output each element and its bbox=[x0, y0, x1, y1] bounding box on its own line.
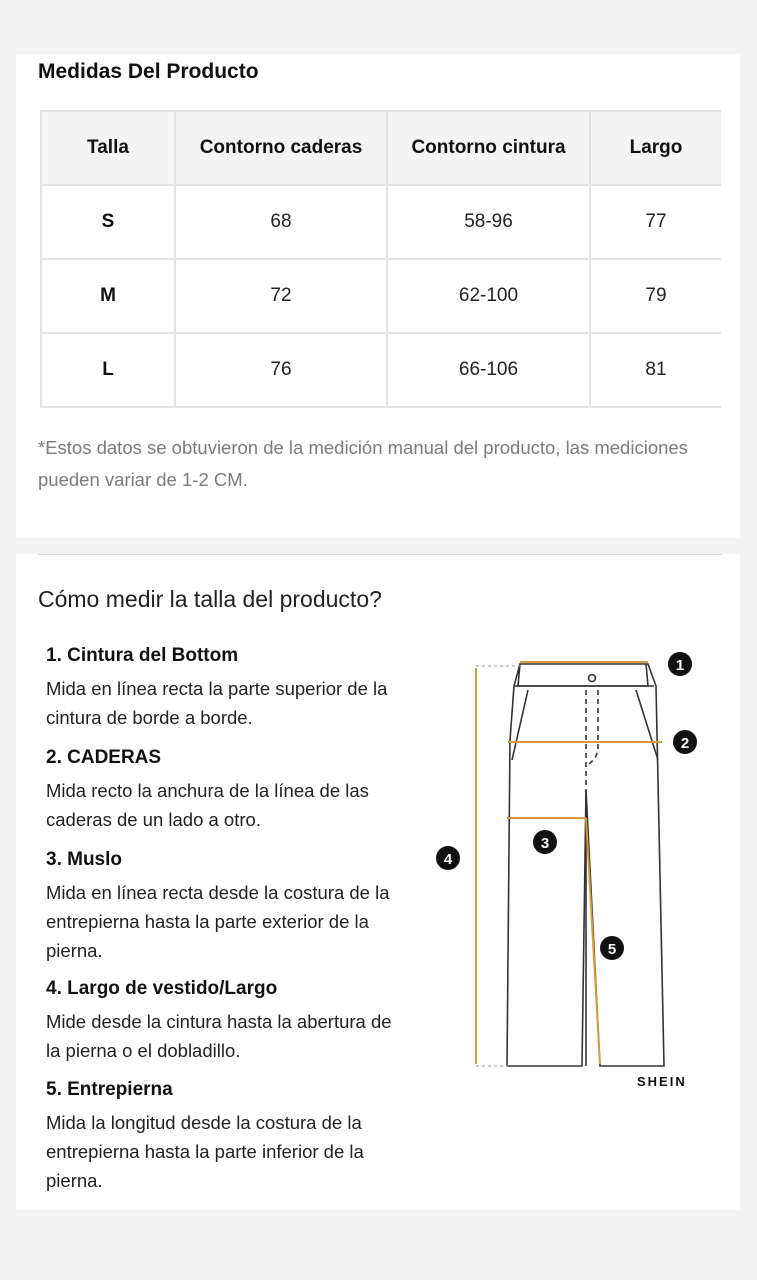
step-item bbox=[46, 1076, 406, 1195]
marker-label: 1 bbox=[675, 657, 685, 674]
size-cell: M bbox=[41, 259, 175, 333]
table-cell: 77 bbox=[590, 185, 721, 259]
measurement-note: *Estos datos se obtuvieron de la medición manual del producto, las mediciones pueden variar de 1-2 CM. bbox=[38, 437, 688, 490]
brand-logo: SHEIN bbox=[637, 1074, 687, 1089]
table-row bbox=[41, 259, 721, 333]
marker-3-icon bbox=[533, 830, 557, 854]
size-cell: S bbox=[41, 185, 175, 259]
step-text: Mide desde la cintura hasta la abertura de la pierna o el dobladillo. bbox=[46, 1011, 392, 1061]
measure-lines bbox=[476, 662, 662, 1066]
table-header-row bbox=[41, 111, 721, 185]
table-cell: 76 bbox=[175, 333, 387, 407]
header-cell: Contorno cintura bbox=[387, 111, 590, 185]
step-title: 2. CADERAS bbox=[46, 747, 162, 768]
table-row bbox=[41, 185, 721, 259]
table-cell: 62-100 bbox=[387, 259, 590, 333]
marker-label: 2 bbox=[680, 735, 690, 752]
pants-diagram bbox=[420, 640, 720, 1100]
marker-label: 4 bbox=[443, 851, 453, 868]
pants-outline-icon bbox=[507, 664, 664, 1066]
header-cell: Largo bbox=[590, 111, 721, 185]
header-cell: Contorno caderas bbox=[175, 111, 387, 185]
step-text: Mida en línea recta desde la costura de la entrepierna hasta la parte exterior de la pierna. bbox=[46, 882, 390, 961]
step-text: Mida la longitud desde la costura de la entrepierna hasta la parte inferior de la pierna. bbox=[46, 1112, 364, 1191]
table-cell: 66-106 bbox=[387, 333, 590, 407]
step-title: 3. Muslo bbox=[46, 849, 123, 870]
step-item bbox=[46, 744, 406, 834]
step-text: Mida recto la anchura de la línea de las caderas de un lado a otro. bbox=[46, 780, 369, 830]
step-item bbox=[46, 975, 406, 1065]
step-title: 1. Cintura del Bottom bbox=[46, 645, 239, 666]
marker-2-icon bbox=[673, 730, 697, 754]
table-cell: 72 bbox=[175, 259, 387, 333]
table-cell: 79 bbox=[590, 259, 721, 333]
marker-label: 5 bbox=[607, 941, 617, 958]
divider bbox=[38, 554, 722, 555]
marker-label: 3 bbox=[540, 835, 550, 852]
size-table bbox=[40, 110, 721, 408]
marker-5-icon bbox=[600, 936, 624, 960]
marker-4-icon bbox=[436, 846, 460, 870]
table-cell: 81 bbox=[590, 333, 721, 407]
step-text: Mida en línea recta la parte superior de la cintura de borde a borde. bbox=[46, 678, 388, 728]
table-cell: 68 bbox=[175, 185, 387, 259]
table-row bbox=[41, 333, 721, 407]
section-title: Medidas Del Producto bbox=[38, 60, 259, 83]
size-cell: L bbox=[41, 333, 175, 407]
step-item bbox=[46, 642, 406, 732]
table-cell: 58-96 bbox=[387, 185, 590, 259]
header-cell: Talla bbox=[41, 111, 175, 185]
marker-1-icon bbox=[668, 652, 692, 676]
step-title: 4. Largo de vestido/Largo bbox=[46, 978, 278, 999]
step-title: 5. Entrepierna bbox=[46, 1079, 173, 1100]
how-to-title: Cómo medir la talla del producto? bbox=[38, 586, 382, 612]
step-item bbox=[46, 846, 406, 965]
